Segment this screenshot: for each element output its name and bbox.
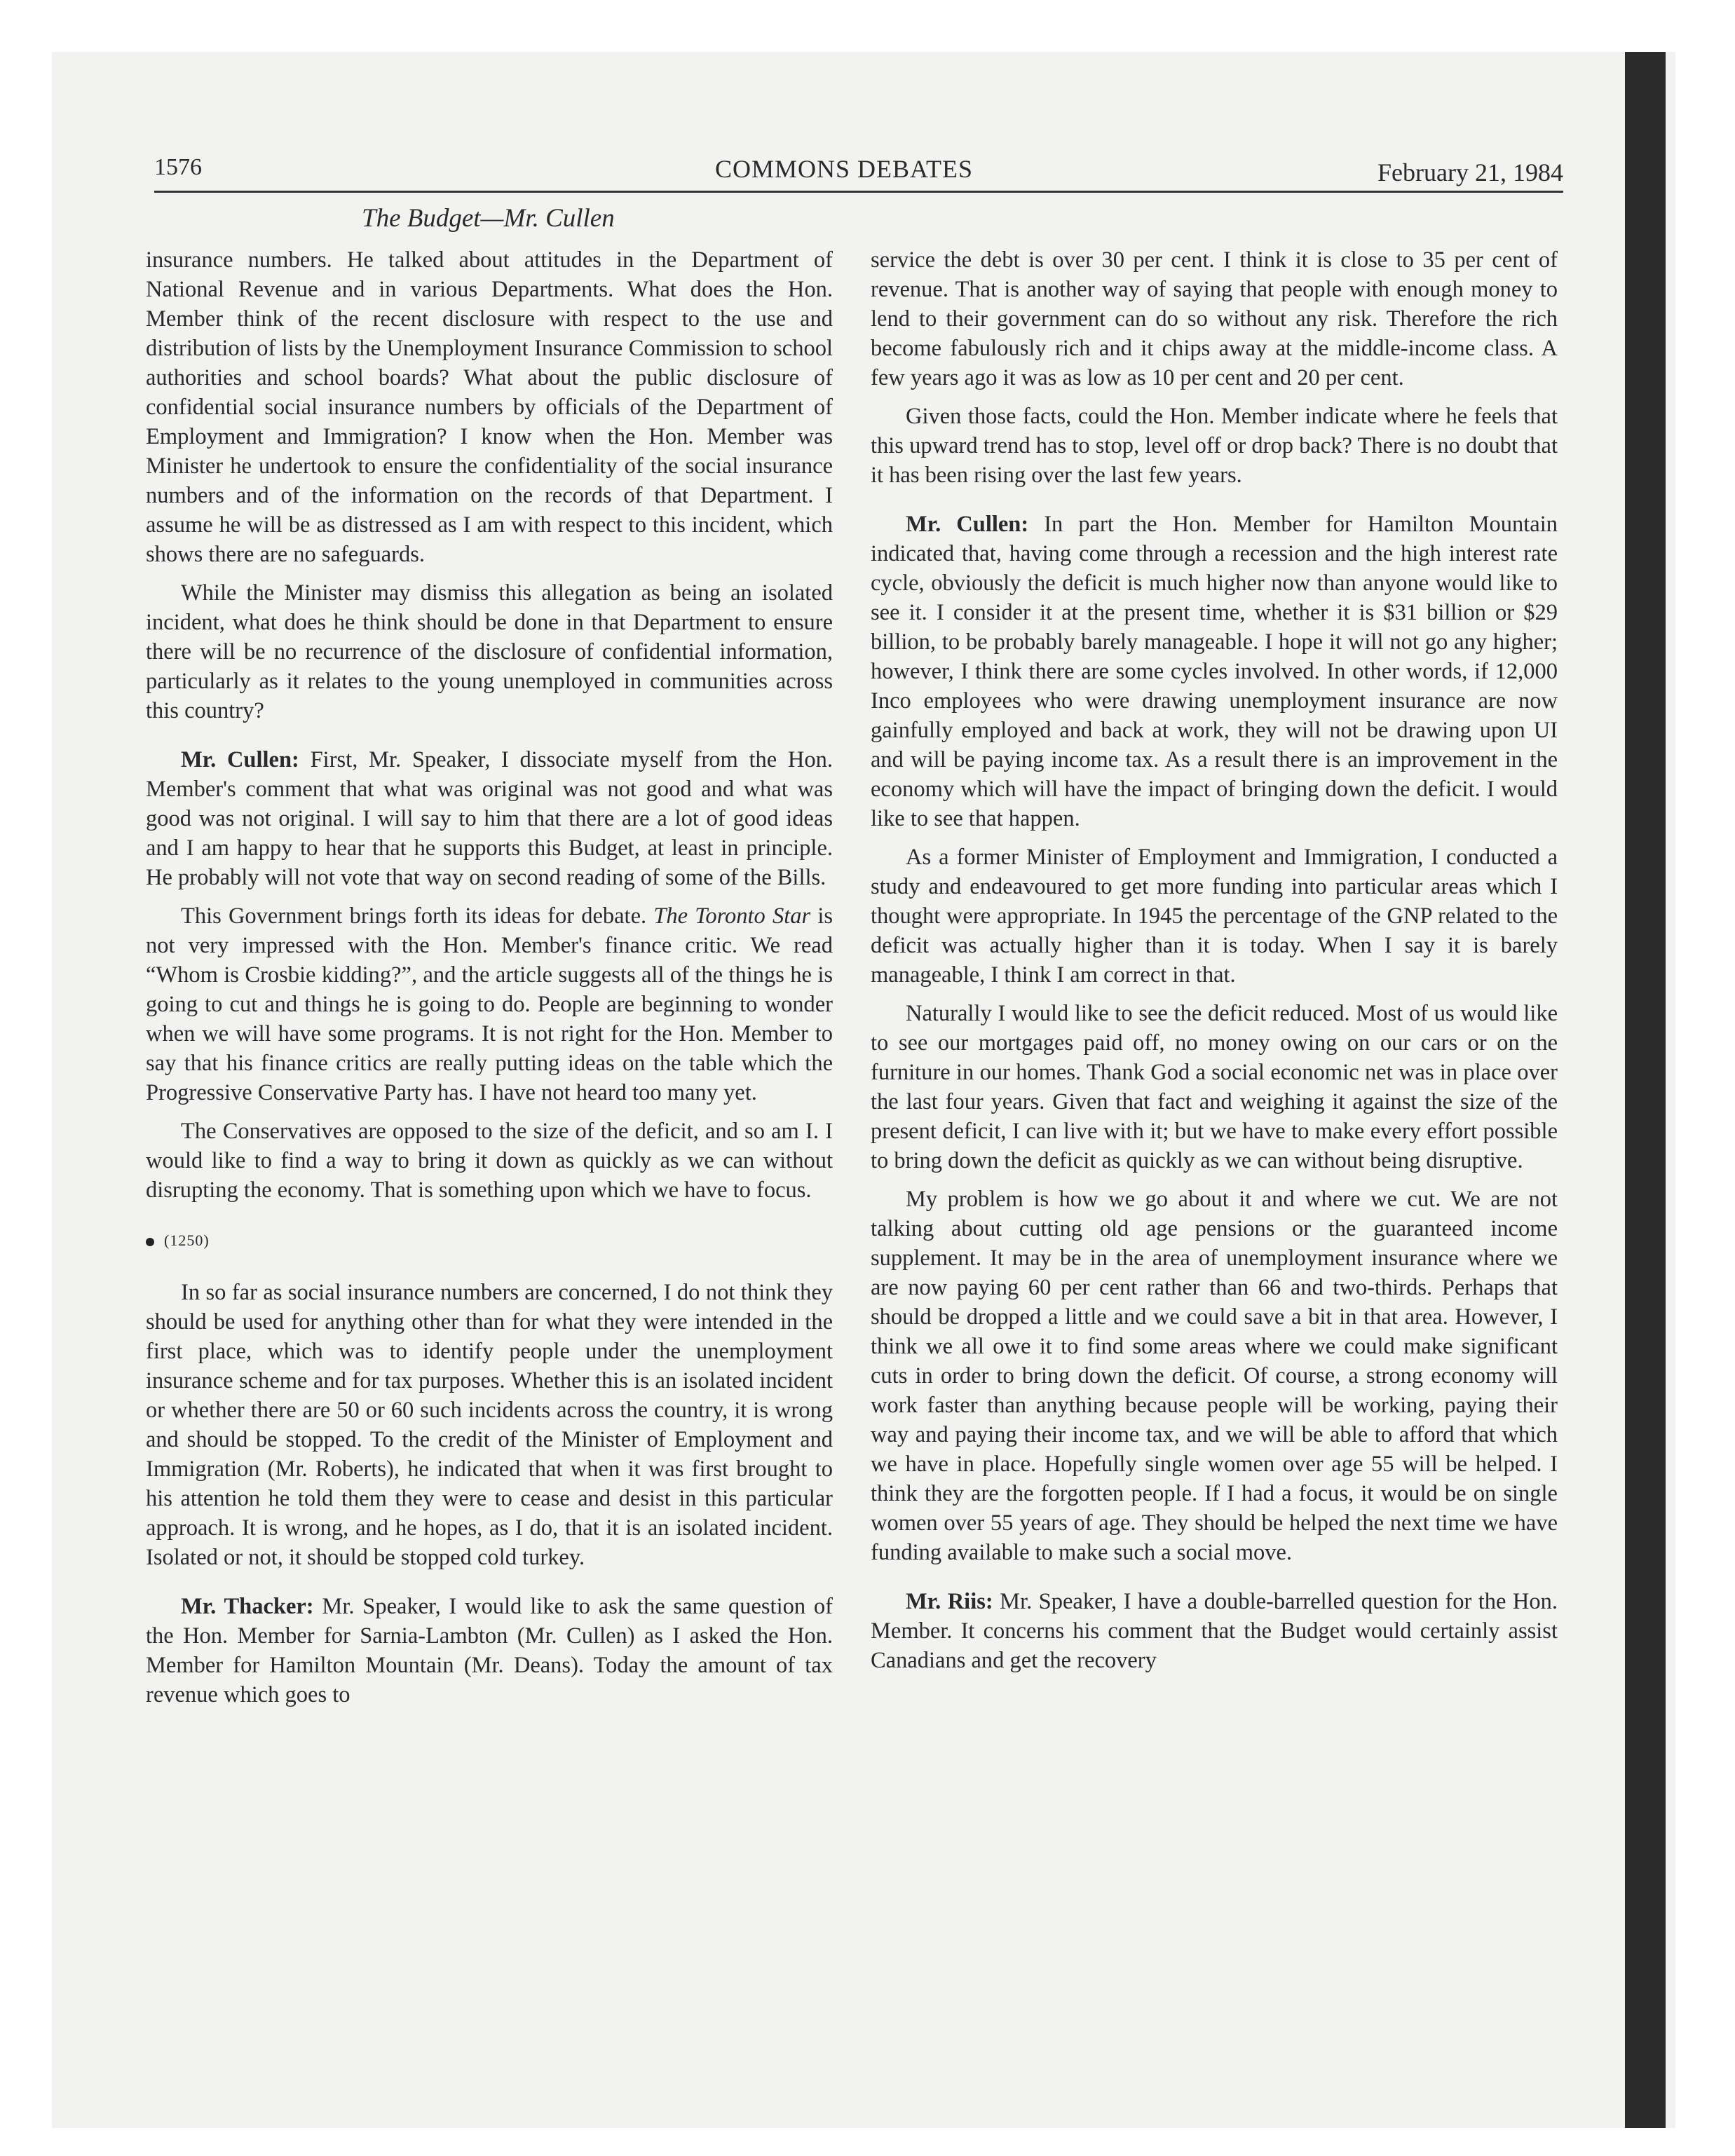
speech-paragraph xyxy=(871,510,1558,833)
time-marker-label: (1250) xyxy=(164,1231,210,1249)
paragraph xyxy=(146,901,833,1107)
time-marker xyxy=(146,1226,833,1255)
publication-title: The Toronto Star xyxy=(653,903,811,929)
speaker-name: Mr. Cullen: xyxy=(906,512,1029,537)
scan-edge-shadow xyxy=(1625,52,1666,2128)
paragraph: While the Minister may dismiss this allegation as being an isolated incident, what does he think should be done in that Department to ensure there will be no recurrence of the disclosure of confidential information, particularly as it relates to the young unemployed in communities across this country? xyxy=(146,580,833,723)
paragraph: My problem is how we go about it and where we cut. We are not talking about cutting old age pensions or the guaranteed income supplement. It may be in the area of unemployment insurance where we are now paying 60 per cent rather than 66 and two-thirds. Perhaps that should be dropped a little and we could save a bit in that area. However, I think we all owe it to find some areas where we could make significant cuts in order to bring down the deficit. Of course, a strong economy will work faster than anything because people will be working, paying their way and paying their income tax, and we will be able to afford that which we have in place. Hopefully single women over age 55 will be helped. I think they are the forgotten people. If I had a focus, it would be on single women over 55 years of age. They should be helped the next time we have funding available to make such a social move. xyxy=(871,1187,1558,1565)
speaker-name: Mr. Thacker: xyxy=(181,1594,314,1619)
paragraph: The Conservatives are opposed to the size of the deficit, and so am I. I would like to find a way to bring it down as quickly as we can without disrupting the economy. That is something upon which we have to focus. xyxy=(146,1119,833,1203)
paragraph: Naturally I would like to see the deficit reduced. Most of us would like to see our mortgages paid off, no money owing on our cars or on the furniture in our homes. Thank God a social economic net was in place over the last four years. Given that fact and weighing it against the size of the present deficit, I can live with it; but we have to make every effort possible to bring down the deficit as quickly as we can without being disruptive. xyxy=(871,1001,1558,1173)
speaker-name: Mr. Cullen: xyxy=(181,747,299,772)
paragraph: In so far as social insurance numbers are concerned, I do not think they should be used for anything other than for what they were intended in the first place, which was to identify people under the unemployment insurance scheme and for tax purposes. Whether this is an isolated incident or whether there are 50 or 60 such incidents across the country, it is wrong and should be stopped. To the credit of the Minister of Employment and Immigration (Mr. Roberts), he indicated that when it was first brought to his attention he told them they were to cease and desist in this particular approach. It is wrong, and he hopes, as I do, that it is an isolated incident. Isolated or not, it should be stopped cold turkey. xyxy=(146,1280,833,1570)
speech-text: Mr. Speaker, I would like to ask the same question of the Hon. Member for Sarnia-Lambton (Mr. Cullen) as I asked the Hon. Member for Hamilton Mountain (Mr. Deans). Today the amount of tax revenue which goes to xyxy=(146,1594,833,1707)
paragraph: service the debt is over 30 per cent. I think it is close to 35 per cent of revenue. That is another way of saying that people with enough money to lend to their government can do so without any risk. Therefore the rich become fabulously rich and it chips away at the middle-income class. A few years ago it was as low as 10 per cent and 20 per cent. xyxy=(871,247,1558,390)
speech-paragraph xyxy=(146,745,833,892)
journal-title: COMMONS DEBATES xyxy=(715,155,974,183)
speech-paragraph xyxy=(146,1592,833,1710)
paragraph: Given those facts, could the Hon. Member indicate where he feels that this upward trend has to stop, level off or drop back? There is no doubt that it has been rising over the last few years. xyxy=(871,404,1558,488)
speech-text: First, Mr. Speaker, I dissociate myself from the Hon. Member's comment that what was original was not good and what was good was not original. I will say to him that there are a lot of good ideas and I am happy to hear that he supports this Budget, at least in principle. He probably will not vote that way on second reading of some of the Bills. xyxy=(146,747,833,890)
paragraph-text: is not very impressed with the Hon. Member's finance critic. We read “Whom is Crosbie kidding?”, and the article suggests all of the things he is going to cut and things he is going to do. People are beginning to wonder when we will have some programs. It is not right for the Hon. Member to say that his finance critics are really putting ideas on the table which the Progressive Conservative Party has. I have not heard too many yet. xyxy=(146,903,833,1105)
left-column xyxy=(146,245,833,1719)
running-head: The Budget—Mr. Cullen xyxy=(362,204,615,233)
paragraph-text: This Government brings forth its ideas for debate. xyxy=(181,903,647,929)
header-rule xyxy=(154,191,1563,193)
speech-text: In part the Hon. Member for Hamilton Mountain indicated that, having come through a recession and the high interest rate cycle, obviously the deficit is much higher now than anyone would like to see it. I consider it at the present time, whether it is $31 billion or $29 billion, to be probably barely manageable. I hope it will not go any higher; however, I think there are some cycles involved. In other words, if 12,000 Inco employees who were drawing unemployment insurance are now gainfully employed and back at work, they will not be drawing upon UI and will be paying income tax. As a result there is an improvement in the economy which will have the impact of bringing down the deficit. I would like to see that happen. xyxy=(871,512,1558,831)
speaker-name: Mr. Riis: xyxy=(906,1589,993,1614)
issue-date: February 21, 1984 xyxy=(1377,158,1563,186)
right-column xyxy=(871,245,1558,1684)
page-number: 1576 xyxy=(154,154,202,180)
paragraph: insurance numbers. He talked about attitudes in the Department of National Revenue and in various Departments. What does the Hon. Member think of the recent disclosure with respect to the use and distribution of lists by the Unemployment Insurance Commission to school authorities and school boards? What about the public disclosure of confidential social insurance numbers by officials of the Department of Employment and Immigration? I know when the Hon. Member was Minister he undertook to ensure the confidentiality of the social insurance numbers and of the information on the records of that Department. I assume he will be as distressed as I am with respect to this incident, which shows there are no safeguards. xyxy=(146,247,833,567)
bullet-icon xyxy=(146,1238,154,1246)
paragraph: As a former Minister of Employment and Immigration, I conducted a study and endeavoured to get more funding into particular areas which I thought were appropriate. In 1945 the percentage of the GNP related to the deficit was actually higher than it is today. When I say it is barely manageable, I think I am correct in that. xyxy=(871,845,1558,988)
speech-text: Mr. Speaker, I have a double-barrelled question for the Hon. Member. It concerns his comment that the Budget would certainly assist Canadians and get the recovery xyxy=(871,1589,1558,1673)
speech-paragraph xyxy=(871,1587,1558,1675)
